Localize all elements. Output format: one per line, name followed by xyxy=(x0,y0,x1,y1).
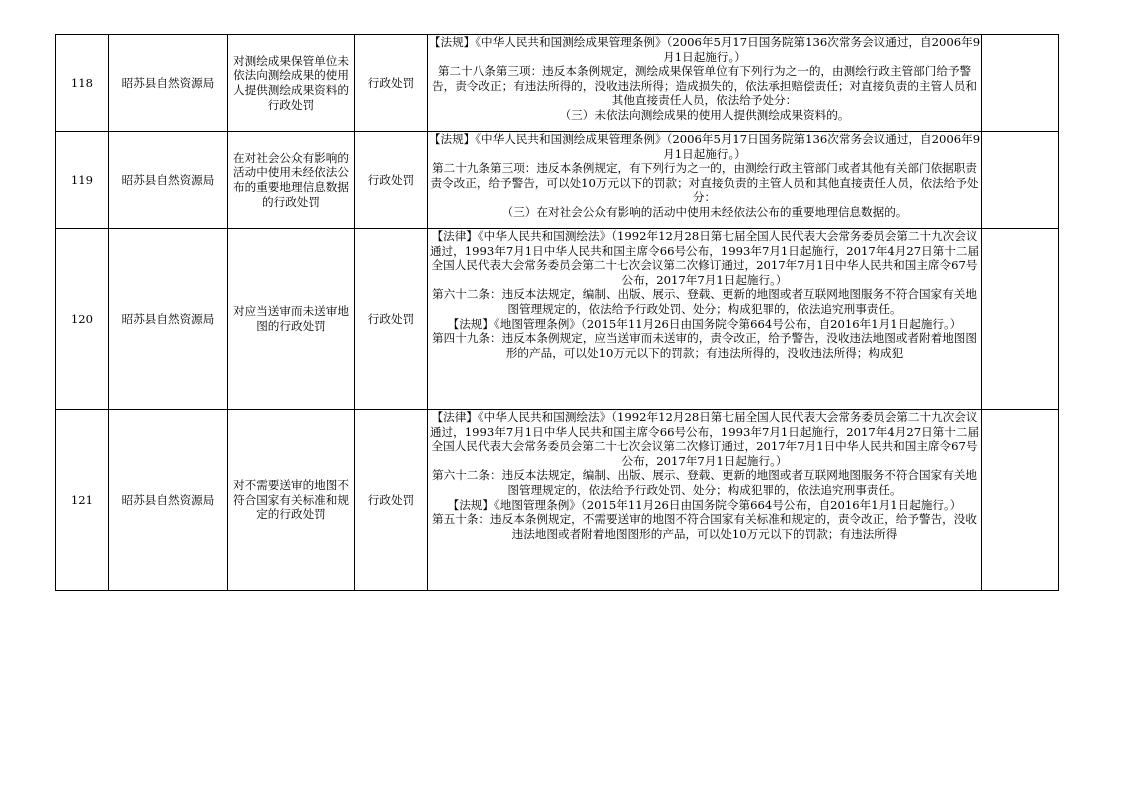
department: 昭苏县自然资源局 xyxy=(109,229,228,410)
empty-cell xyxy=(982,410,1059,591)
legal-basis xyxy=(428,132,982,229)
basis-paragraph: 第六十二条：违反本法规定，编制、出版、展示、登载、更新的地图或者互联网地图服务不符合国家有关地图管理规定的，依法给予行政处罚、处分；构成犯罪的，依法追究刑事责任。 xyxy=(432,468,977,497)
row-number: 121 xyxy=(56,410,109,591)
basis-paragraph: 第二十八条第三项：违反本条例规定，测绘成果保管单位有下列行为之一的，由测绘行政主管部门给予警告，责令改正；有违法所得的，没收违法所得；造成损失的，依法承担赔偿责任；对直接负责的主管人员和其他直接责任人员，依法给予处分： xyxy=(432,64,977,108)
penalty-item: 对测绘成果保管单位未依法向测绘成果的使用人提供测绘成果资料的行政处罚 xyxy=(228,35,355,132)
basis-paragraph: 第四十九条：违反本条例规定，应当送审而未送审的，责令改正，给予警告，没收违法地图或者附着地图图形的产品，可以处10万元以下的罚款；有违法所得的，没收违法所得；构成犯 xyxy=(432,331,977,360)
department: 昭苏县自然资源局 xyxy=(109,35,228,132)
penalty-item: 对应当送审而未送审地图的行政处罚 xyxy=(228,229,355,410)
legal-basis xyxy=(428,229,982,410)
basis-paragraph: （三）在对社会公众有影响的活动中使用未经依法公布的重要地理信息数据的。 xyxy=(501,204,908,219)
department: 昭苏县自然资源局 xyxy=(109,410,228,591)
basis-paragraph: 第六十二条：违反本法规定，编制、出版、展示、登载、更新的地图或者互联网地图服务不符合国家有关地图管理规定的，依法给予行政处罚、处分；构成犯罪的，依法追究刑事责任。 xyxy=(432,287,977,316)
penalty-table xyxy=(55,34,1059,591)
table-row xyxy=(56,410,1059,591)
basis-paragraph: 【法规】《地图管理条例》（2015年11月26日由国务院令第664号公布，自2016年1月1日起施行。） xyxy=(447,497,962,512)
basis-paragraph: 【法规】《中华人民共和国测绘成果管理条例》（2006年5月17日国务院第136次常务会议通过，自2006年9月1日起施行。） xyxy=(428,35,981,64)
row-number: 119 xyxy=(56,132,109,229)
basis-paragraph: 【法律】《中华人民共和国测绘法》（1992年12月28日第七届全国人民代表大会常务委员会第二十九次会议通过，1993年7月1日中华人民共和国主席令66号公布，1993年7月1日起施行，2017年4月27日第十二届全国人民代表大会常务委员会第二十七次会议第二次修订通过，2017年7月1日中华人民共和国主席令67号公布，2017年7月1日起施行。） xyxy=(429,229,980,287)
basis-paragraph: 【法规】《中华人民共和国测绘成果管理条例》（2006年5月17日国务院第136次常务会议通过，自2006年9月1日起施行。） xyxy=(428,132,981,161)
table-row xyxy=(56,229,1059,410)
empty-cell xyxy=(982,35,1059,132)
table-row xyxy=(56,35,1059,132)
table-row xyxy=(56,132,1059,229)
penalty-type: 行政处罚 xyxy=(355,410,428,591)
row-number: 120 xyxy=(56,229,109,410)
penalty-item: 对不需要送审的地图不符合国家有关标准和规定的行政处罚 xyxy=(228,410,355,591)
basis-paragraph: 【法律】《中华人民共和国测绘法》（1992年12月28日第七届全国人民代表大会常务委员会第二十九次会议通过，1993年7月1日中华人民共和国主席令66号公布，1993年7月1日起施行，2017年4月27日第十二届全国人民代表大会常务委员会第二十七次会议第二次修订通过，2017年7月1日中华人民共和国主席令67号公布，2017年7月1日起施行。） xyxy=(429,410,980,468)
basis-paragraph: 第二十九条第三项：违反本条例规定，有下列行为之一的，由测绘行政主管部门或者其他有关部门依据职责责令改正，给予警告，可以处10万元以下的罚款；对直接负责的主管人员和其他直接责任人员，依法给予处分： xyxy=(430,161,979,205)
penalty-type: 行政处罚 xyxy=(355,229,428,410)
penalty-type: 行政处罚 xyxy=(355,35,428,132)
empty-cell xyxy=(982,132,1059,229)
basis-paragraph: 第五十条：违反本条例规定，不需要送审的地图不符合国家有关标准和规定的，责令改正，给予警告，没收违法地图或者附着地图图形的产品，可以处10万元以下的罚款；有违法所得 xyxy=(432,512,977,541)
legal-basis xyxy=(428,35,982,132)
department: 昭苏县自然资源局 xyxy=(109,132,228,229)
legal-basis xyxy=(428,410,982,591)
penalty-type: 行政处罚 xyxy=(355,132,428,229)
penalty-item: 在对社会公众有影响的活动中使用未经依法公布的重要地理信息数据的行政处罚 xyxy=(228,132,355,229)
empty-cell xyxy=(982,229,1059,410)
row-number: 118 xyxy=(56,35,109,132)
basis-paragraph: （三）未依法向测绘成果的使用人提供测绘成果资料的。 xyxy=(559,107,850,122)
basis-paragraph: 【法规】《地图管理条例》（2015年11月26日由国务院令第664号公布，自2016年1月1日起施行。） xyxy=(447,316,962,331)
